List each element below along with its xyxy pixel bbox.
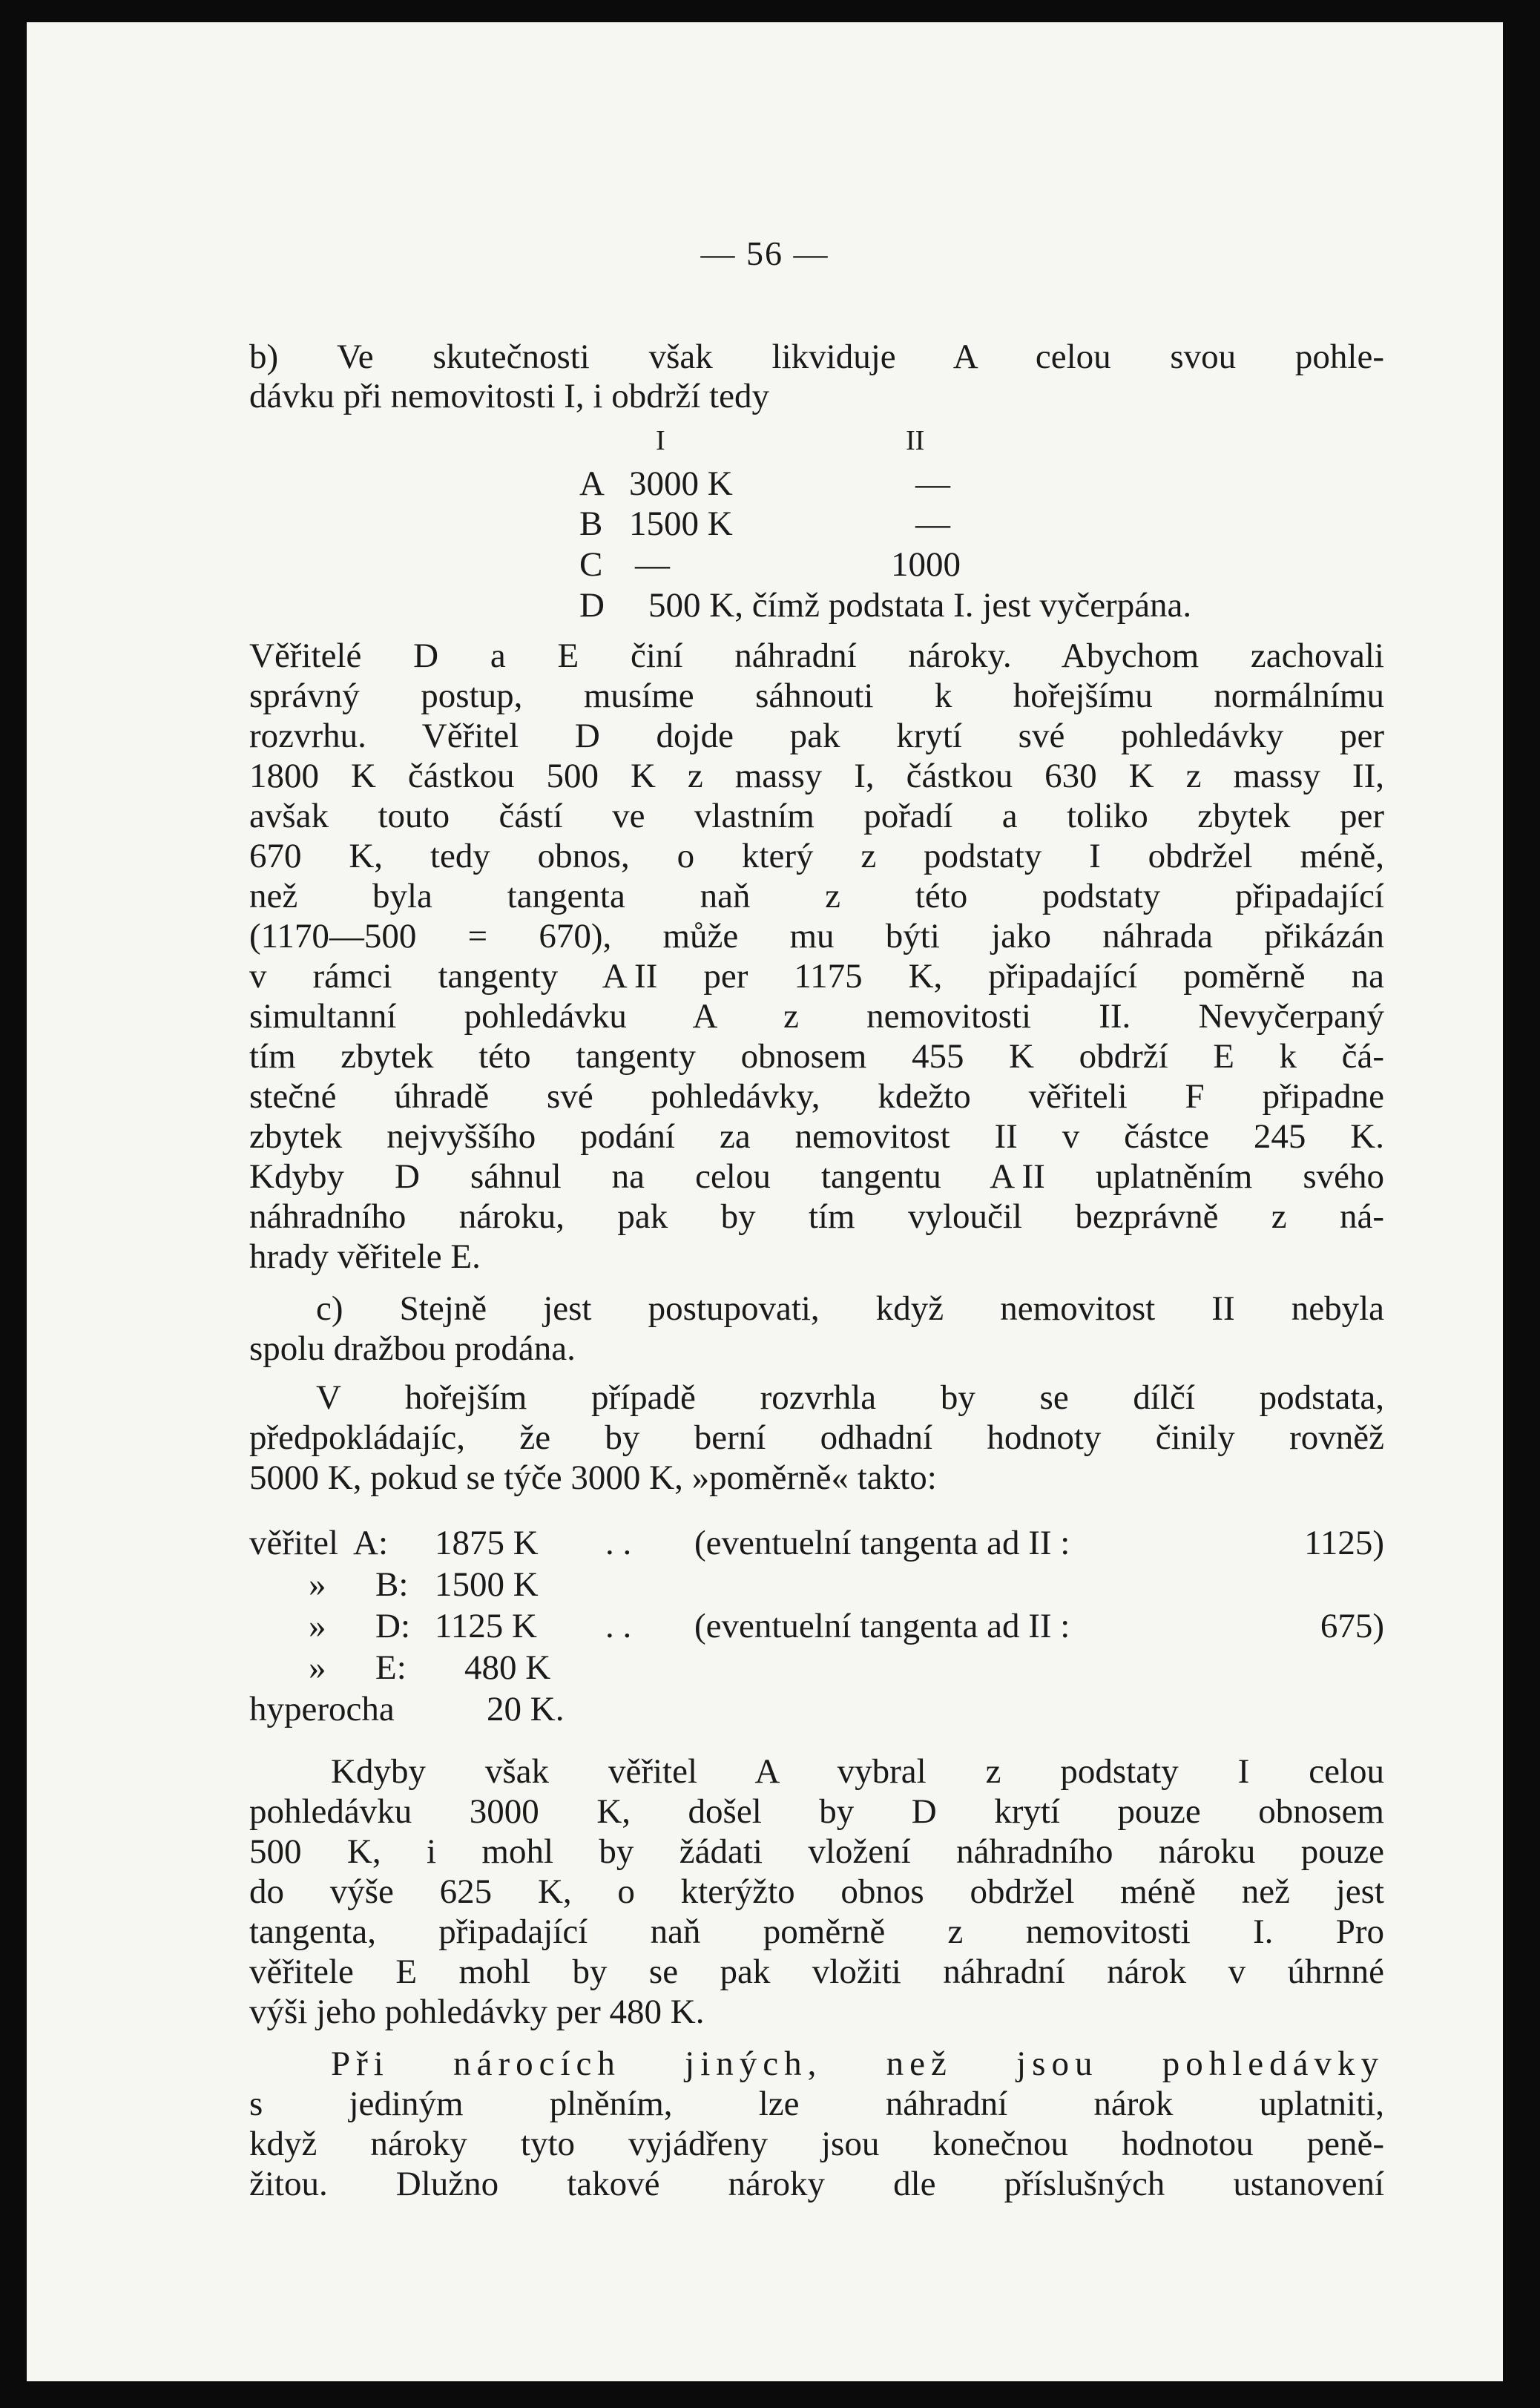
paragraph-main-line: (1170—500 = 670), může mu býti jako náhrada přikázán xyxy=(249,917,1384,955)
paragraph-kdyby-line: pohledávku 3000 K, došel by D krytí pouze obnosem xyxy=(249,1792,1384,1831)
table2-label: D: xyxy=(375,1607,410,1645)
table2-dots: . . xyxy=(605,1524,632,1562)
table1-row-value-i: 500 K, čímž podstata I. jest vyčerpána. xyxy=(648,586,1192,625)
paragraph-kdyby-line: výši jeho pohledávky per 480 K. xyxy=(249,1993,705,2031)
paragraph-main-line: 1800 K částkou 500 K z massy I, částkou 630 K z massy II, xyxy=(249,757,1384,795)
table1-row-label: D xyxy=(579,586,605,625)
paragraph-main-line: zbytek nejvyššího podání za nemovitost II v částce 245 K. xyxy=(249,1117,1384,1156)
paragraph-v-line: V hořejším případě rozvrhla by se dílčí podstata, xyxy=(316,1378,1384,1417)
paragraph-main-line: tím zbytek této tangenty obnosem 455 K obdrží E k čá- xyxy=(249,1037,1384,1076)
table2-amount: 20 K. xyxy=(487,1690,565,1728)
table1-col-ii-header: II xyxy=(906,425,925,456)
table2-note: (eventuelní tangenta ad II : xyxy=(694,1607,1070,1645)
table2-label: B: xyxy=(375,1565,409,1604)
paragraph-kdyby-line: do výše 625 K, o kterýžto obnos obdržel méně než jest xyxy=(249,1872,1384,1911)
table2-prefix: » xyxy=(309,1648,326,1687)
table2-note-value: 1125) xyxy=(1304,1524,1384,1562)
paragraph-b-line-1: b) Ve skutečnosti však likviduje A celou svou pohle- xyxy=(249,338,1384,376)
table1-row-value-i: — xyxy=(635,545,670,584)
paragraph-main-line: v rámci tangenty A II per 1175 K, připadající poměrně na xyxy=(249,957,1384,996)
table2-amount: 1500 K xyxy=(435,1565,539,1604)
table1-col-i-header: I xyxy=(656,425,665,456)
paragraph-main-line: stečné úhradě své pohledávky, kdežto věřiteli F připadne xyxy=(249,1077,1384,1116)
paragraph-c-line: spolu dražbou prodána. xyxy=(249,1329,576,1368)
table2-label: E: xyxy=(375,1648,407,1687)
paragraph-v-line: 5000 K, pokud se týče 3000 K, »poměrně« takto: xyxy=(249,1458,937,1497)
table2-amount: 1125 K xyxy=(435,1607,537,1645)
paragraph-main-line: náhradního nároku, pak by tím vyloučil bezprávně z ná- xyxy=(249,1197,1384,1236)
paragraph-main-line: správný postup, musíme sáhnouti k hořejšímu normálnímu xyxy=(249,677,1384,715)
table2-prefix: hyperocha xyxy=(249,1690,395,1728)
table2-prefix: věřitel xyxy=(249,1524,339,1562)
paragraph-kdyby-line: 500 K, i mohl by žádati vložení náhradního nároku pouze xyxy=(249,1832,1384,1871)
table1-row-label: C xyxy=(579,545,603,584)
paragraph-main-line: 670 K, tedy obnos, o který z podstaty I obdržel méně, xyxy=(249,837,1384,875)
table2-amount: 1875 K xyxy=(435,1524,539,1562)
table2-amount: 480 K xyxy=(464,1648,551,1687)
table1-row-value-i: 1500 K xyxy=(629,504,733,543)
table2-note-value: 675) xyxy=(1320,1607,1384,1645)
table2-dots: . . xyxy=(605,1607,632,1645)
paragraph-main-line: Věřitelé D a E činí náhradní nároky. Abychom zachovali xyxy=(249,636,1384,675)
paragraph-kdyby-line: věřitele E mohl by se pak vložiti náhradní nárok v úhrnné xyxy=(249,1953,1384,1991)
paragraph-main-line: avšak touto částí ve vlastním pořadí a toliko zbytek per xyxy=(249,797,1384,835)
table2-prefix: » xyxy=(309,1565,326,1604)
table1-row-label: B xyxy=(579,504,603,543)
paragraph-main-line: Kdyby D sáhnul na celou tangentu A II uplatněním svého xyxy=(249,1157,1384,1196)
table1-row-value-ii: — xyxy=(915,464,950,503)
paragraph-kdyby-line: Kdyby však věřitel A vybral z podstaty I celou xyxy=(331,1752,1384,1791)
paragraph-c-line: c) Stejně jest postupovati, když nemovitost II nebyla xyxy=(316,1289,1384,1328)
table2-label: A: xyxy=(353,1524,388,1562)
table2-prefix: » xyxy=(309,1607,326,1645)
paragraph-pri-line: když nároky tyto vyjádřeny jsou konečnou hodnotou peně- xyxy=(249,2125,1384,2163)
table1-row-value-i: 3000 K xyxy=(629,464,733,503)
table2-note: (eventuelní tangenta ad II : xyxy=(694,1524,1070,1562)
paragraph-pri-line: Při nárocích jiných, než jsou pohledávky xyxy=(331,2045,1384,2083)
table1-row-value-ii: 1000 xyxy=(891,545,961,584)
paragraph-main-line: simultanní pohledávku A z nemovitosti II. Nevyčerpaný xyxy=(249,997,1384,1036)
paragraph-v-line: předpokládajíc, že by berní odhadní hodnoty činily rovněž xyxy=(249,1418,1384,1457)
table1-row-label: A xyxy=(579,464,605,503)
paragraph-main-line: rozvrhu. Věřitel D dojde pak krytí své pohledávky per xyxy=(249,717,1384,755)
scanned-page xyxy=(27,22,1503,2381)
page-number: — 56 — xyxy=(700,234,829,272)
paragraph-main-line: než byla tangenta naň z této podstaty připadající xyxy=(249,877,1384,915)
paragraph-pri-line: žitou. Dlužno takové nároky dle příslušných ustanovení xyxy=(249,2165,1384,2203)
paragraph-kdyby-line: tangenta, připadající naň poměrně z nemovitosti I. Pro xyxy=(249,1912,1384,1951)
table1-row-value-ii: — xyxy=(915,504,950,543)
paragraph-main-line: hrady věřitele E. xyxy=(249,1237,481,1276)
paragraph-b-line-2: dávku při nemovitosti I, i obdrží tedy xyxy=(249,377,769,415)
paragraph-pri-line: s jediným plněním, lze náhradní nárok uplatniti, xyxy=(249,2085,1384,2123)
